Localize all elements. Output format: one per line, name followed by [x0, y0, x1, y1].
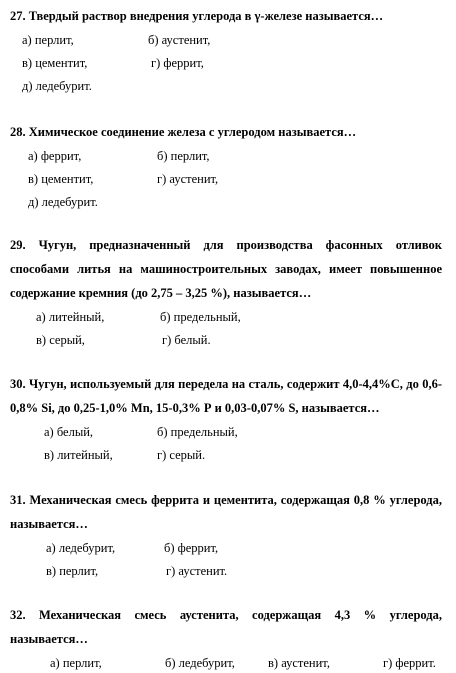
- q28-option-b: б) перлит,: [157, 149, 210, 163]
- question-28-title: 28. Химическое соединение железа с углеродом называется…: [10, 125, 357, 139]
- q28-option-a: а) феррит,: [28, 149, 82, 163]
- q31-option-g: г) аустенит.: [166, 564, 228, 578]
- q31-option-v: в) перлит,: [46, 564, 99, 578]
- q30-option-g: г) серый.: [157, 448, 206, 462]
- q27-option-b: б) аустенит,: [148, 33, 211, 47]
- q28-option-v: в) цементит,: [28, 172, 94, 186]
- q27-option-g: г) феррит,: [151, 56, 204, 70]
- q32-option-g: г) феррит.: [383, 656, 436, 670]
- q27-option-d: д) ледебурит.: [22, 79, 92, 93]
- question-29-title: 29. Чугун, предназначенный для производства фасонных отливок способами литья на машиностроительных заводах, имеет повышенное содержание кремния (до 2,75 – 3,25 %), называется…: [10, 238, 442, 300]
- question-30-title: 30. Чугун, используемый для передела на сталь, содержит 4,0-4,4%С, до 0,6-0,8% Si, до 0,25-1,0% Mn, 15-0,3% Р и 0,03-0,07% S, называется…: [10, 377, 442, 415]
- q30-option-v: в) литейный,: [44, 448, 113, 462]
- q28-option-g: г) аустенит,: [157, 172, 219, 186]
- question-32-title: 32. Механическая смесь аустенита, содержащая 4,3 % углерода, называется…: [10, 608, 442, 646]
- q28-option-d: д) ледебурит.: [28, 195, 98, 209]
- q30-option-b: б) предельный,: [157, 425, 238, 439]
- q31-option-a: а) ледебурит,: [46, 541, 116, 555]
- q29-option-v: в) серый,: [36, 333, 85, 347]
- q32-option-b: б) ледебурит,: [165, 656, 235, 670]
- question-27-title: 27. Твердый раствор внедрения углерода в γ-железе называется…: [10, 9, 384, 23]
- q29-option-a: а) литейный,: [36, 310, 105, 324]
- q29-option-g: г) белый.: [162, 333, 211, 347]
- question-31-title: 31. Механическая смесь феррита и цементита, содержащая 0,8 % углерода, называется…: [10, 493, 442, 531]
- q27-option-v: в) цементит,: [22, 56, 88, 70]
- q32-option-a: а) перлит,: [50, 656, 102, 670]
- q29-option-b: б) предельный,: [160, 310, 241, 324]
- q27-option-a: а) перлит,: [22, 33, 74, 47]
- q31-option-b: б) феррит,: [164, 541, 219, 555]
- q30-option-a: а) белый,: [44, 425, 94, 439]
- q32-option-v: в) аустенит,: [268, 656, 330, 670]
